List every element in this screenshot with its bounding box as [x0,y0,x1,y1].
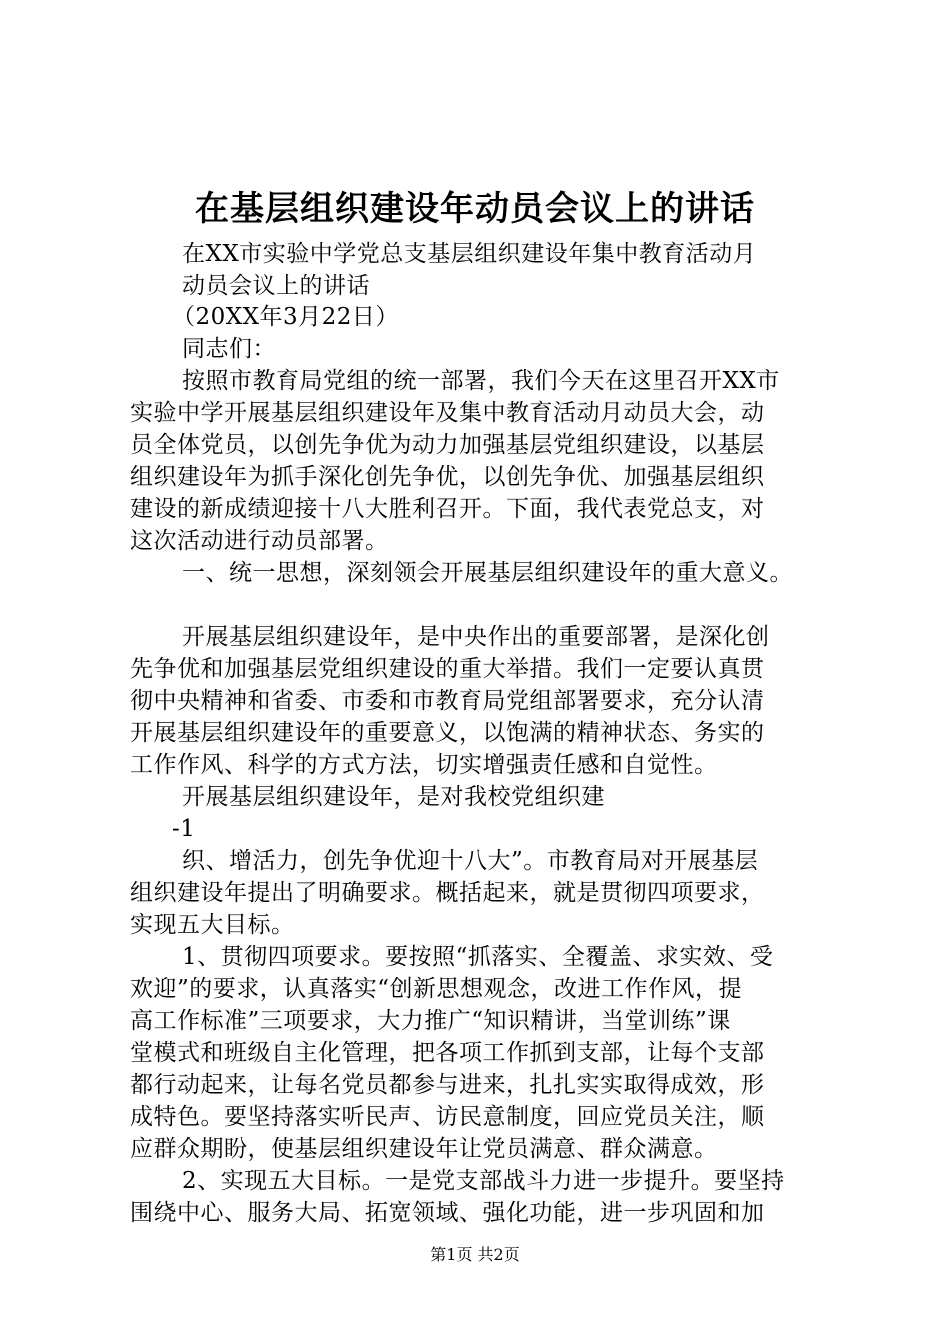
date-line: （20XX年3月22日） [172,304,399,330]
section-heading: 一、统一思想，深刻领会开展基层组织建设年的重大意义。 [182,560,793,586]
paragraph-line: 织、增活力，创先争优迎十八大”。市教育局对开展基层 [182,848,759,874]
paragraph-line: 高工作标准”三项要求，大力推广“知识精讲，当堂训练”课 [130,1008,731,1034]
paragraph-line: 实验中学开展基层组织建设年及集中教育活动月动员大会，动 [130,400,765,426]
paragraph-line: 堂模式和班级自主化管理，把各项工作抓到支部，让每个支部 [130,1040,765,1066]
paragraph-line: 都行动起来，让每名党员都参与进来，扎扎实实取得成效，形 [130,1072,765,1098]
paragraph-line: 这次活动进行动员部署。 [130,528,389,554]
paragraph-line: 先争优和加强基层党组织建设的重大举措。我们一定要认真贯 [130,656,765,682]
paragraph-line: 开展基层组织建设年，是对我校党组织建 [182,784,605,810]
salutation: 同志们： [182,336,276,362]
subtitle-line: 动员会议上的讲话 [182,273,370,299]
document-title: 在基层组织建设年动员会议上的讲话 [195,189,755,229]
paragraph-line: 建设的新成绩迎接十八大胜利召开。下面，我代表党总支，对 [130,496,765,522]
paragraph-line: 1、贯彻四项要求。要按照“抓落实、全覆盖、求实效、受 [182,944,774,970]
paragraph-line: 实现五大目标。 [130,912,295,938]
paragraph-line: 彻中央精神和省委、市委和市教育局党组部署要求，充分认清 [130,688,765,714]
paragraph-line: 欢迎”的要求，认真落实“创新思想观念，改进工作作风，提 [130,976,743,1002]
paragraph-line: 成特色。要坚持落实听民声、访民意制度，回应党员关注，顺 [130,1104,765,1130]
paragraph-line: 开展基层组织建设年的重要意义，以饱满的精神状态、务实的 [130,720,765,746]
paragraph-line: 开展基层组织建设年，是中央作出的重要部署，是深化创 [182,624,770,650]
page-footer: 第1页 共2页 [430,1245,520,1264]
paragraph-line: 组织建设年为抓手深化创先争优，以创先争优、加强基层组织 [130,464,765,490]
paragraph-line: 组织建设年提出了明确要求。概括起来，就是贯彻四项要求， [130,880,765,906]
paragraph-line: 按照市教育局党组的统一部署，我们今天在这里召开XX市 [182,368,780,394]
subtitle-line: 在XX市实验中学党总支基层组织建设年集中教育活动月 [182,241,757,267]
paragraph-line: 围绕中心、服务大局、拓宽领域、强化功能，进一步巩固和加 [130,1200,765,1226]
paragraph-line: 工作作风、科学的方式方法，切实增强责任感和自觉性。 [130,752,718,778]
page-marker: -1 [172,816,196,842]
paragraph-line: 员全体党员，以创先争优为动力加强基层党组织建设，以基层 [130,432,765,458]
paragraph-line: 2、实现五大目标。一是党支部战斗力进一步提升。要坚持 [182,1168,785,1194]
paragraph-line: 应群众期盼，使基层组织建设年让党员满意、群众满意。 [130,1136,718,1162]
